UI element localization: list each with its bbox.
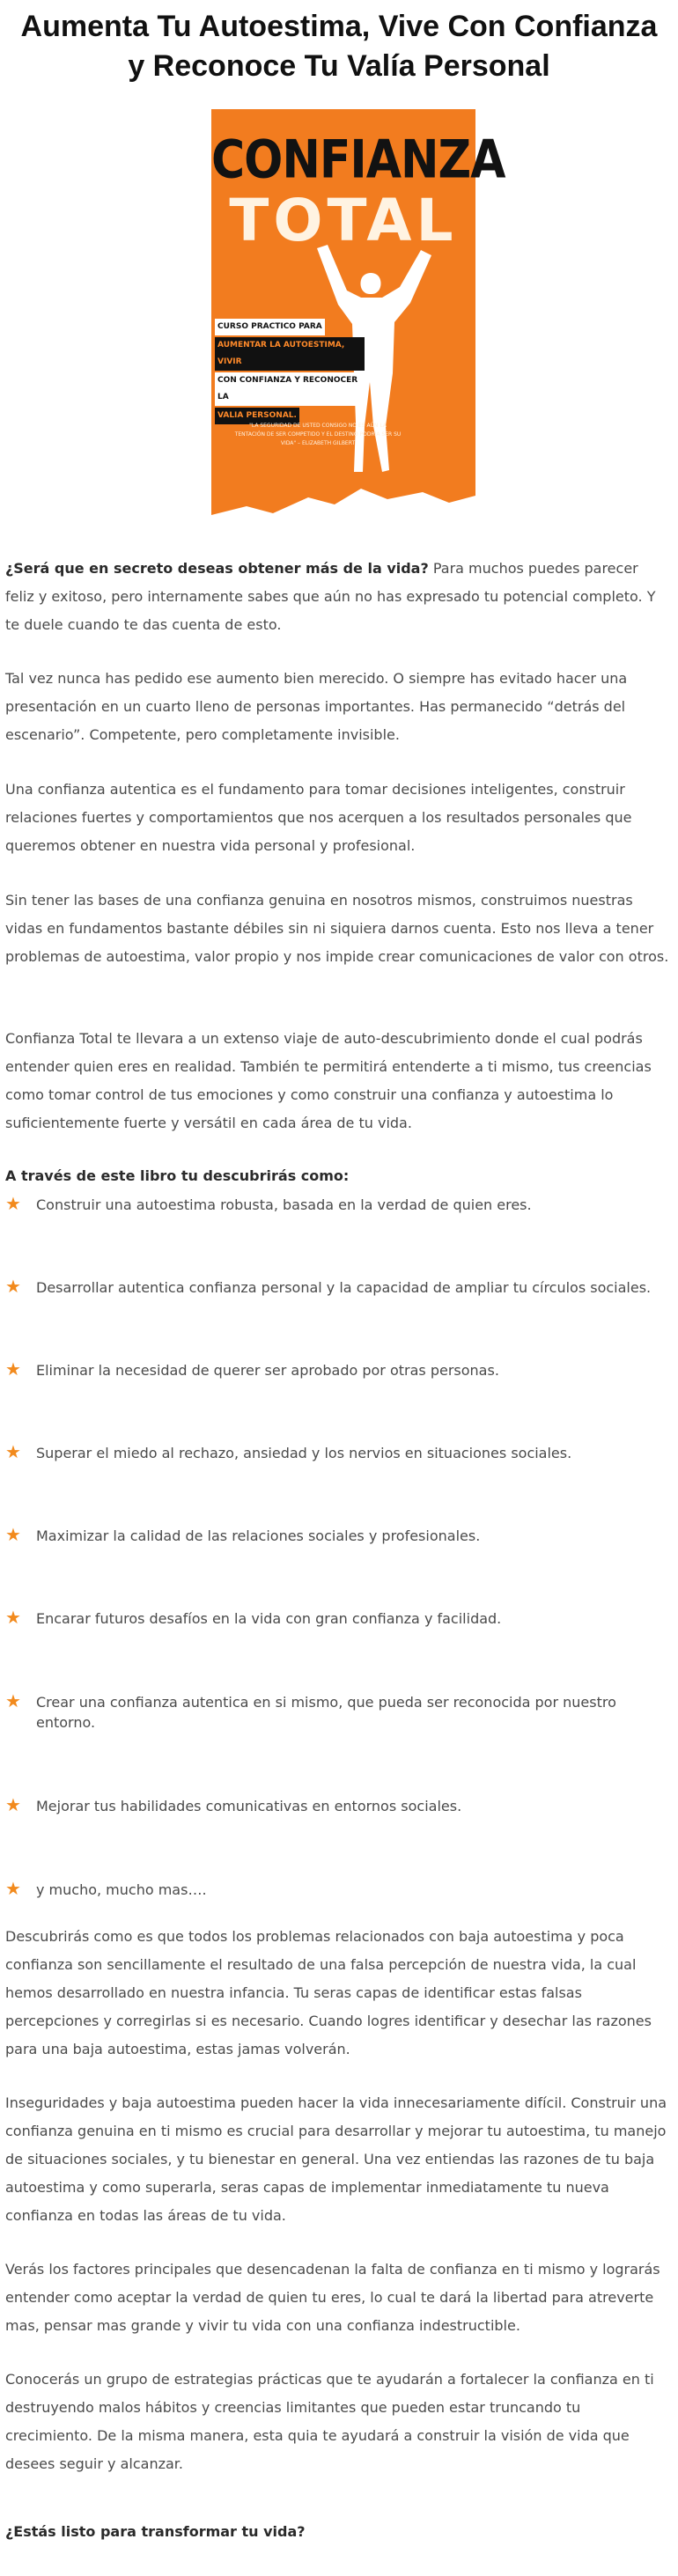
list-item-text: Superar el miedo al rechazo, ansiedad y los nervios en situaciones sociales.	[36, 1445, 572, 1461]
paragraph: Inseguridades y baja autoestima pueden hacer la vida innecesariamente difícil. Construir una confianza genuina en ti mismo es crucial para desarrollar y mejorar tu autoestima, tu manejo de situaciones sociales, y tu bienestar en general. Una vez entiendas las razones de tu baja autoestima y como superarla, seras capas de implementar inmediatamente tu nueva confianza en todas las áreas de tu vida.	[5, 2094, 667, 2224]
cover-quote: "LA SEGURIDAD DE USTED CONSIGO NO ES AÚN LA TENTACIÓN DE SER COMPETIDO Y EL DESTINO PODRÍA SER SU VIDA" – ELIZABETH GILBERT	[234, 423, 402, 446]
paragraph: Tal vez nunca has pedido ese aumento bien merecido. O siempre has evitado hacer una presentación en un cuarto lleno de personas importantes. Has permanecido “detrás del escenario”. Competente, pero completamente invisible.	[5, 670, 628, 743]
star-icon: ★	[5, 1276, 21, 1297]
paragraph: Descubrirás como es que todos los problemas relacionados con baja autoestima y poca confianza son sencillamente el resultado de una falsa percepción de nuestra vida, la cual hemos desarrollado en nuestra infancia. Tu seras capas de identificar estas falsas percepciones y corregirlas si es necesario. Cuando logres identificar y desechar las razones para una baja autoestima, estas jamas volverán.	[5, 1928, 652, 2057]
cover-blurb	[215, 319, 365, 426]
star-icon: ★	[5, 1358, 21, 1380]
list-item-text: Construir una autoestima robusta, basada en la verdad de quien eres.	[36, 1196, 532, 1213]
list-item-text: y mucho, mucho mas….	[36, 1881, 207, 1898]
star-icon: ★	[5, 1524, 21, 1545]
cover-blurb-line: AUMENTAR LA AUTOESTIMA, VIVIR	[215, 337, 365, 371]
intro-bold: ¿Será que en secreto deseas obtener más de la vida?	[5, 560, 429, 577]
list-item-text: Mejorar tus habilidades comunicativas en entornos sociales.	[36, 1798, 462, 1814]
star-icon: ★	[5, 1607, 21, 1628]
paragraph: Sin tener las bases de una confianza genuina en nosotros mismos, construimos nuestras vidas en fundamentos bastante débiles sin ni siquiera darnos cuenta. Esto nos lleva a tener problemas de autoestima, valor propio y nos impide crear comunicaciones de valor con otros.	[5, 892, 669, 965]
list-item-text: Desarrollar autentica confianza personal y la capacidad de ampliar tu círculos sociales.	[36, 1279, 652, 1296]
star-icon: ★	[5, 1690, 21, 1711]
star-icon: ★	[5, 1878, 21, 1899]
cover-title-top: CONFIANZA	[211, 129, 505, 191]
intro-text: Para muchos puedes parecer feliz y exitoso, pero internamente sabes que aún no has expresado tu potencial completo. Y te duele cuando te das cuenta de esto.	[5, 560, 656, 633]
cover-blurb-line: CURSO PRACTICO PARA	[215, 319, 325, 335]
book-cover-image	[211, 109, 505, 533]
star-icon: ★	[5, 1441, 21, 1462]
paragraph: Verás los factores principales que desencadenan la falta de confianza en ti mismo y lograrás entender como aceptar la verdad de quien tu eres, lo cual te dará la libertad para atreverte mas, pensar mas grande y vivir tu vida con una confianza indestructible.	[5, 2261, 660, 2334]
list-item-text: Maximizar la calidad de las relaciones sociales y profesionales.	[36, 1527, 481, 1544]
cover-blurb-line: CON CONFIANZA Y RECONOCER LA	[215, 372, 365, 406]
paragraph: Conocerás un grupo de estrategias prácticas que te ayudarán a fortalecer la confianza en ti destruyendo malos hábitos y creencias limitantes que pueden estar truncando tu crecimiento. De la misma manera, esta quia te ayudará a construir la visión de vida que desees seguir y alcanzar.	[5, 2371, 654, 2472]
paragraph: Una confianza autentica es el fundamento para tomar decisiones inteligentes, construir relaciones fuertes y comportamientos que nos acerquen a los resultados personales que queremos obtener en nuestra vida personal y profesional.	[5, 781, 632, 854]
closing-question: ¿Estás listo para transformar tu vida?	[5, 2523, 306, 2540]
cover-blurb-line: VALIA PERSONAL.	[215, 408, 299, 424]
list-item-text: Eliminar la necesidad de querer ser aprobado por otras personas.	[36, 1362, 499, 1379]
cover-title-bottom: TOTAL	[229, 187, 458, 254]
page-title: Aumenta Tu Autoestima, Vive Con Confianza y Reconoce Tu Valía Personal	[20, 10, 658, 83]
cover-ground-shape	[211, 480, 475, 533]
list-heading: A través de este libro tu descubrirás como:	[5, 1167, 350, 1184]
star-icon: ★	[5, 1193, 21, 1214]
list-item-text: Encarar futuros desafíos en la vida con gran confianza y facilidad.	[36, 1610, 502, 1627]
paragraph: Confianza Total te llevara a un extenso viaje de auto-descubrimiento donde el cual podrás entender quien eres en realidad. También te permitirá entenderte a ti mismo, tus creencias como tomar control de tus emociones y como construir una confianza y autoestima lo suficientemente fuerte y versátil en cada área de tu vida.	[5, 1030, 652, 1131]
list-item-text: Crear una confianza autentica en si mismo, que pueda ser reconocida por nuestro entorno.	[36, 1694, 616, 1731]
paragraph-intro	[5, 555, 671, 639]
star-icon: ★	[5, 1794, 21, 1815]
